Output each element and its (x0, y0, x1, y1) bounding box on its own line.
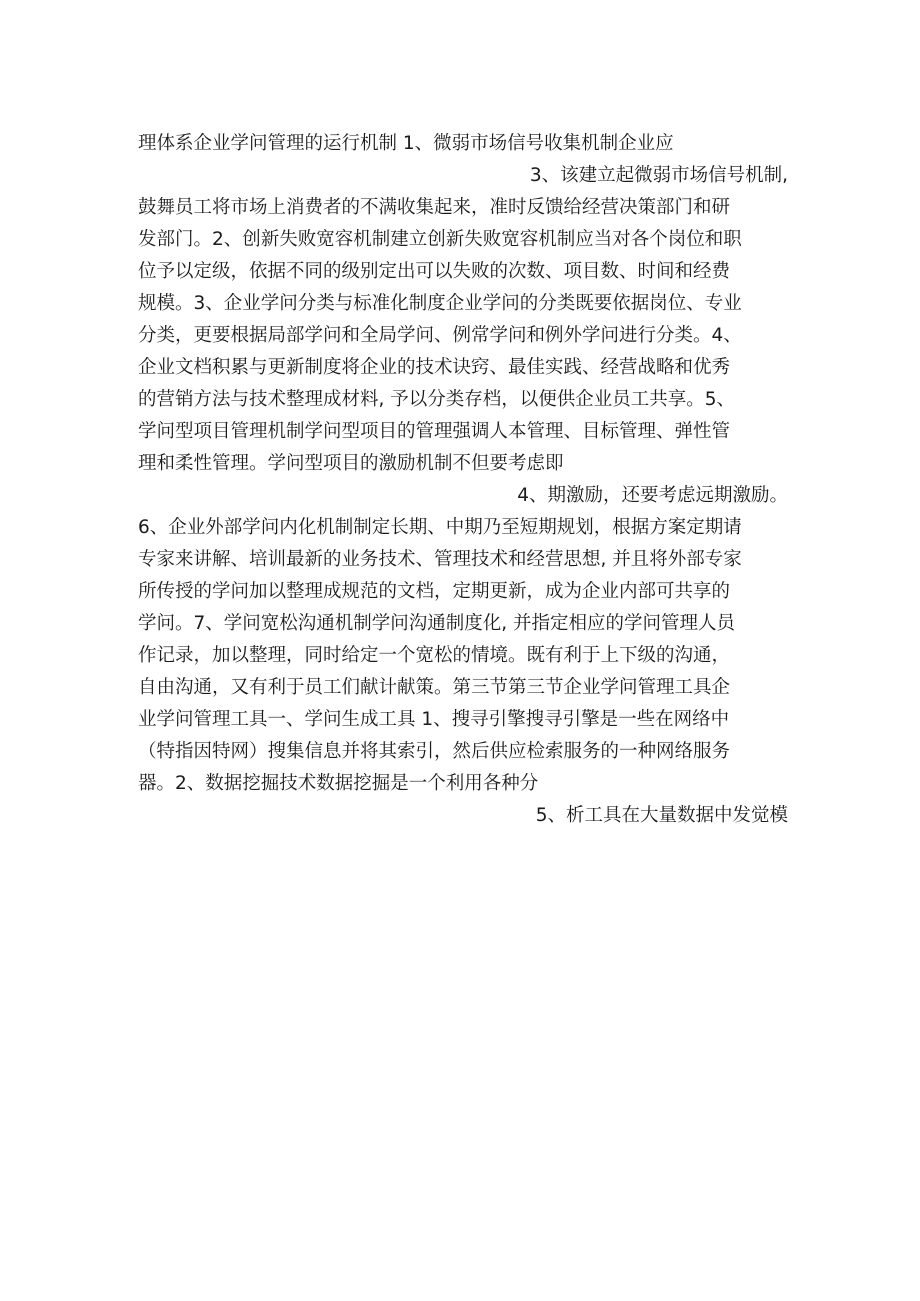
text-line: 5、析工具在大量数据中发觉模 (535, 805, 788, 826)
text-line: 鼓舞员工将市场上消费者的不满收集起来，准时反馈给经营决策部门和研 (138, 197, 731, 218)
text-line: （特指因特网）搜集信息并将其索引，然后供应检索服务的一种网络服务 (138, 741, 731, 762)
text-line: 规模。3、企业学问分类与标准化制度企业学问的分类既要依据岗位、专业 (138, 293, 742, 314)
text-line: 位予以定级，依据不同的级别定出可以失败的次数、项目数、时间和经费 (138, 261, 731, 282)
text-line: 分类，更要根据局部学问和全局学问、例常学问和例外学问进行分类。4、 (138, 325, 742, 346)
text-line: 理体系企业学问管理的运行机制 1、微弱市场信号收集机制企业应 (138, 133, 674, 154)
text-line: 6、企业外部学问内化机制制定长期、中期乃至短期规划，根据方案定期请 (138, 517, 742, 538)
text-line: 自由沟通，又有利于员工们献计献策。第三节第三节企业学问管理工具企 (138, 677, 731, 698)
text-line: 发部门。2、创新失败宽容机制建立创新失败宽容机制应当对各个岗位和职 (138, 229, 742, 250)
text-line: 作记录，加以整理，同时给定一个宽松的情境。既有利于上下级的沟通， (138, 645, 731, 666)
text-line: 学问型项目管理机制学问型项目的管理强调人本管理、目标管理、弹性管 (138, 421, 731, 442)
text-line: 所传授的学问加以整理成规范的文档，定期更新，成为企业内部可共享的 (138, 581, 731, 602)
text-line: 3、该建立起微弱市场信号机制, (529, 165, 788, 186)
text-line: 学问。7、学问宽松沟通机制学问沟通制度化, 并指定相应的学问管理人员 (138, 613, 736, 634)
text-line: 专家来讲解、培训最新的业务技术、管理技术和经营思想, 并且将外部专家 (138, 549, 742, 570)
text-line: 理和柔性管理。学问型项目的激励机制不但要考虑即 (138, 453, 564, 474)
text-line: 业学问管理工具一、学问生成工具 1、搜寻引擎搜寻引擎是一些在网络中 (138, 709, 730, 730)
text-line: 的营销方法与技术整理成材料, 予以分类存档，以便供企业员工共享。5、 (138, 389, 736, 410)
document-body (138, 128, 788, 832)
text-line: 器。2、数据挖掘技术数据挖掘是一个利用各种分 (138, 773, 539, 794)
text-line: 企业文档积累与更新制度将企业的技术诀窍、最佳实践、经营战略和优秀 (138, 357, 731, 378)
text-line: 4、期激励，还要考虑远期激励。 (517, 485, 788, 506)
